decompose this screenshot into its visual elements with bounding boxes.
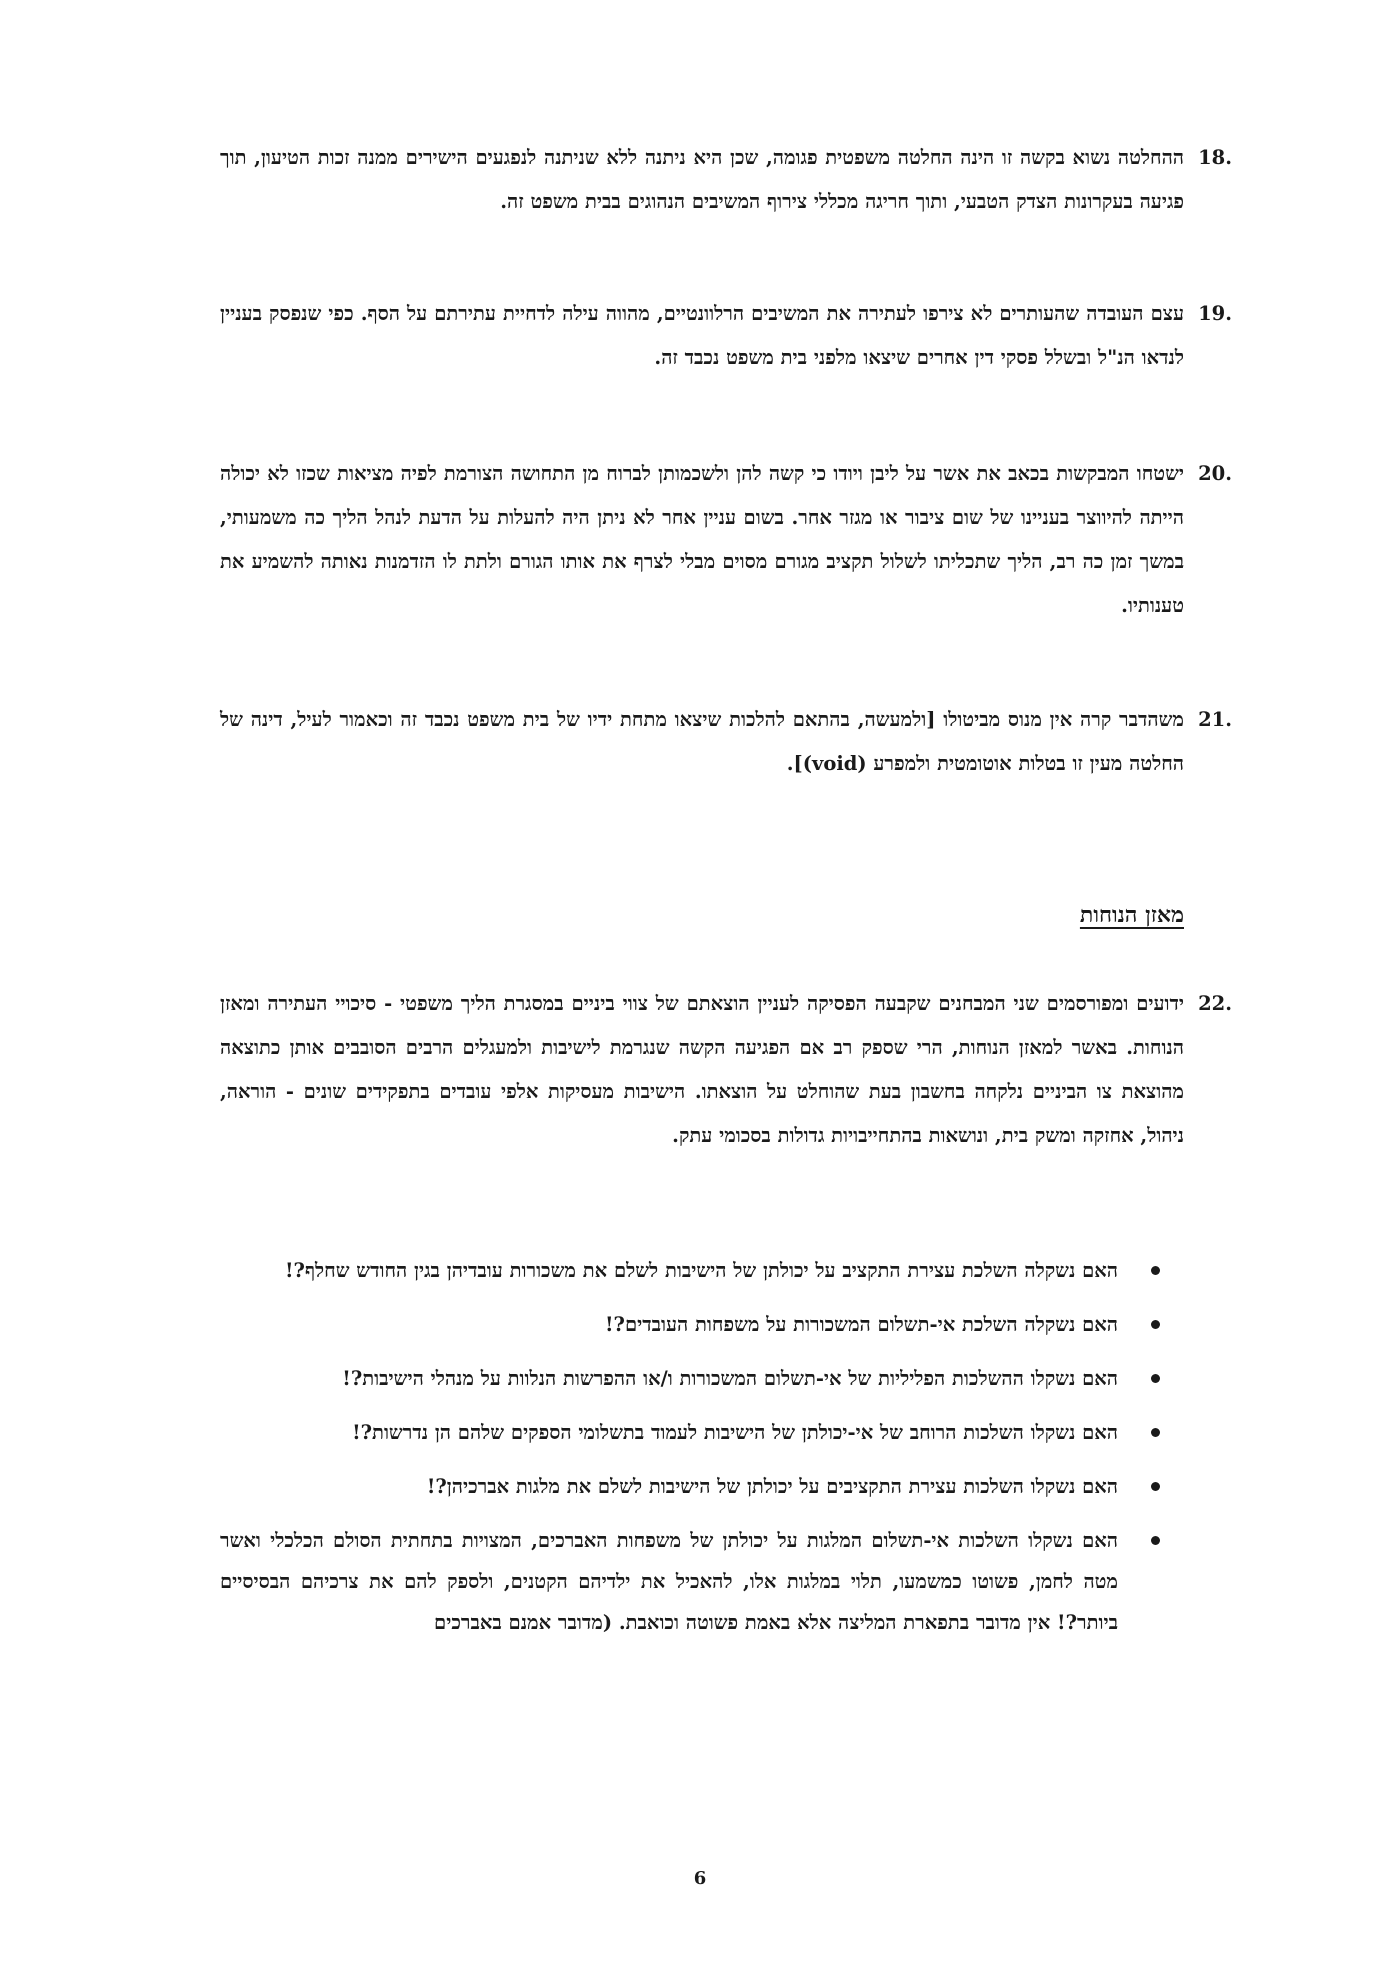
- paragraph-text: ידועים ומפורסמים שני המבחנים שקבעה הפסיקה לעניין הוצאתם של צווי ביניים במסגרת הליך משפטי - סיכויי העתירה ומאזן הנוחות. באשר למאזן הנוחות, הרי שספק רב אם הפגיעה הקשה שנגרמת לישיבות ולמעגלים הרבים הסובבים אותן כתוצאה מהוצאת צו הביניים נלקחה בחשבון בעת שהוחלט על הוצאתו. הישיבות מעסיקות אלפי עובדים בתפקידים שונים - הוראה, ניהול, אחזקה ומשק בית, ונושאות בהתחייבויות גדולות בסכומי עתק.: [220, 992, 1184, 1147]
- list-item: [220, 1250, 1184, 1291]
- bullet-icon: [1151, 1428, 1160, 1437]
- paragraph-19: [220, 292, 1232, 380]
- bullet-icon: [1151, 1536, 1160, 1545]
- paragraph-text: ההחלטה נשוא בקשה זו הינה החלטה משפטית פגומה, שכן היא ניתנה ללא שניתנה לנפגעים הישירים ממנה זכות הטיעון, תוך פגיעה בעקרונות הצדק הטבעי, ותוך חריגה מכללי צירוף המשיבים הנהוגים בבית משפט זה.: [220, 146, 1184, 213]
- paragraph-text: ישטחו המבקשות בכאב את אשר על ליבן ויודו כי קשה להן ולשכמותן לברוח מן התחושה הצורמת לפיה מציאות שכזו לא יכולה הייתה להיווצר בעניינו של שום ציבור או מגזר אחר. בשום עניין אחר לא ניתן היה להעלות על הדעת לנהל הליך כה משמעותי, במשך זמן כה רב, הליך שתכליתו לשלול תקציב מגורם מסוים מבלי לצרף את אותו הגורם ולתת לו הזדמנות נאותה להשמיע את טענותיו.: [220, 462, 1184, 617]
- paragraph-number: 21.: [1198, 708, 1232, 731]
- paragraph-18: [220, 136, 1232, 224]
- question-list: [220, 1250, 1184, 1656]
- paragraph-21: [220, 698, 1232, 786]
- paragraph-number: 19.: [1198, 302, 1232, 325]
- bullet-icon: [1151, 1266, 1160, 1275]
- page-number: 6: [693, 1868, 707, 1889]
- list-item: [220, 1520, 1184, 1643]
- paragraph-number: 18.: [1198, 146, 1232, 169]
- bullet-icon: [1151, 1482, 1160, 1491]
- paragraph-text: משהדבר קרה אין מנוס מביטולו [ולמעשה, בהתאם להלכות שיצאו מתחת ידיו של בית משפט נכבד זה וכאמור לעיל, דינה של החלטה מעין זו בטלות אוטומטית ולמפרע (void)].: [220, 708, 1184, 775]
- list-item-text: האם נשקלו השלכות עצירת התקציבים על יכולתן של הישיבות לשלם את מלגות אברכיהן?!: [426, 1475, 1118, 1498]
- list-item: [220, 1412, 1184, 1453]
- bullet-icon: [1151, 1374, 1160, 1383]
- list-item-text: האם נשקלה השלכת עצירת התקציב על יכולתן של הישיבות לשלם את משכורות עובדיהן בגין החודש שחלף?!: [284, 1259, 1118, 1282]
- paragraph-number: 22.: [1198, 992, 1232, 1015]
- list-item-text: האם נשקלו השלכות אי-תשלום המלגות על יכולתן של משפחות האברכים, המצויות בתחתית הסולם הכלכלי ואשר מטה לחמן, פשוטו כמשמעו, תלוי במלגות אלו, להאכיל את ילדיהם הקטנים, ולספק להם את צרכיהם הבסיסיים ביותר?! אין מדובר בתפארת המליצה אלא באמת פשוטה וכואבת. (מדובר אמנם באברכים: [220, 1529, 1118, 1634]
- list-item-text: האם נשקלה השלכת אי-תשלום המשכורות על משפחות העובדים?!: [604, 1313, 1118, 1336]
- list-item: [220, 1358, 1184, 1399]
- paragraph-20: [220, 452, 1232, 628]
- bullet-icon: [1151, 1320, 1160, 1329]
- list-item-text: האם נשקלו ההשלכות הפליליות של אי-תשלום המשכורות ו/או ההפרשות הנלוות על מנהלי הישיבות?!: [342, 1367, 1118, 1390]
- list-item: [220, 1466, 1184, 1507]
- list-item-text: האם נשקלו השלכות הרוחב של אי-יכולתן של הישיבות לעמוד בתשלומי הספקים שלהם הן נדרשות?!: [352, 1421, 1118, 1444]
- list-item: [220, 1304, 1184, 1345]
- paragraph-number: 20.: [1198, 462, 1232, 485]
- paragraph-22: [220, 982, 1232, 1158]
- paragraph-text: עצם העובדה שהעותרים לא צירפו לעתירה את המשיבים הרלוונטיים, מהווה עילה לדחיית עתירתם על הסף. כפי שנפסק בעניין לנדאו הנ"ל ובשלל פסקי דין אחרים שיצאו מלפני בית משפט נכבד זה.: [220, 302, 1184, 369]
- section-heading: מאזן הנוחות: [1079, 902, 1184, 928]
